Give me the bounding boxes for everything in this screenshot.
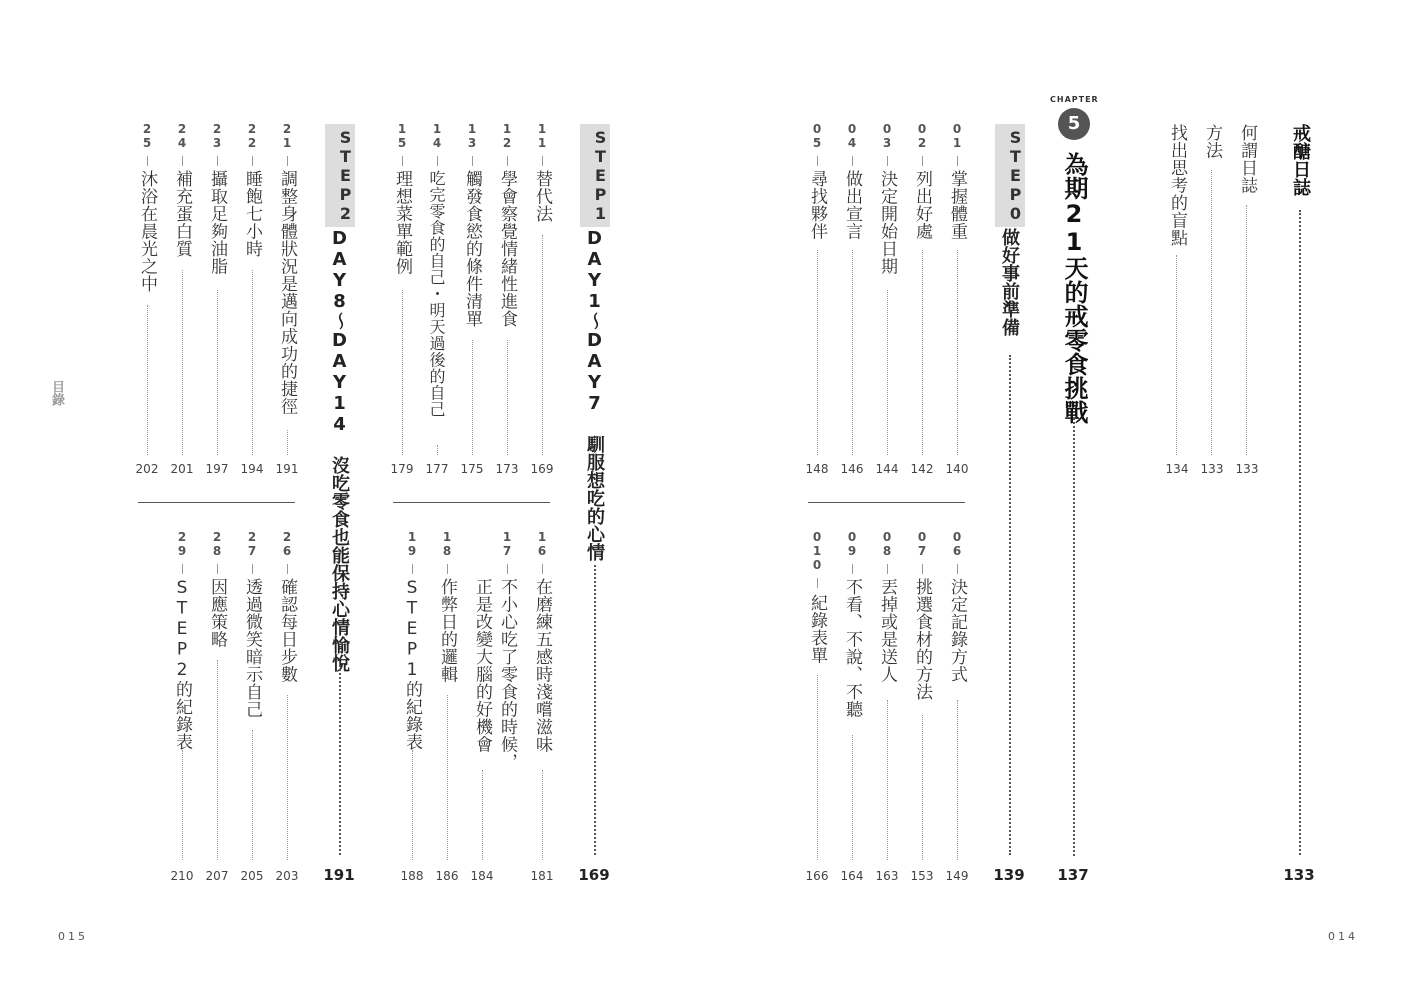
toc-item-page: 197: [205, 462, 229, 476]
toc-item-number: 14: [428, 122, 446, 166]
toc-item-title: 補充蛋白質: [172, 170, 192, 258]
toc-item-page: 203: [275, 869, 299, 883]
chapter-page: 137: [1057, 866, 1089, 884]
toc-item-title: 確認每日步數: [277, 578, 297, 683]
step-name: DAY8～DAY14 沒吃零食也能保持心情愉悅: [329, 228, 350, 672]
step-page: 169: [578, 866, 610, 884]
toc-item-title: 調整身體狀況是邁向成功的捷徑: [277, 170, 297, 415]
toc-item-number: 22: [243, 122, 261, 166]
toc-item-title: 吃完零食的自己・明天過後的自己: [427, 170, 446, 418]
leader-dots: [1009, 355, 1011, 855]
leader-dots: [542, 770, 543, 860]
toc-item-page: 133: [1200, 462, 1224, 476]
leader-dots: [1176, 255, 1177, 455]
toc-item-title: 挑選食材的方法: [912, 578, 932, 701]
main-heading-page: 133: [1283, 866, 1315, 884]
toc-item-number: 05: [808, 122, 826, 166]
toc-item-number: 18: [438, 530, 456, 574]
toc-item-number: 15: [393, 122, 411, 166]
toc-item-title-line2: 正是改變大腦的好機會: [472, 578, 492, 753]
toc-item-title: 攝取足夠油脂: [207, 170, 227, 275]
toc-item-title: 因應策略: [207, 578, 227, 648]
toc-item-page: 144: [875, 462, 899, 476]
toc-item-title: 掌握體重: [947, 170, 967, 240]
left-page-number: 015: [58, 930, 88, 943]
leader-dots: [1073, 418, 1075, 856]
toc-item-title: 理想菜單範例: [392, 170, 412, 275]
leader-dots: [482, 770, 483, 860]
toc-item-number: 09: [843, 530, 861, 574]
toc-item-title: 學會察覺情緒性進食: [497, 170, 517, 328]
toc-item-number: 08: [878, 530, 896, 574]
leader-dots: [817, 250, 818, 455]
leader-dots: [437, 445, 438, 455]
chapter-title: 為期21天的戒零食挑戰: [1060, 152, 1088, 424]
toc-item-page: 202: [135, 462, 159, 476]
leader-dots: [217, 290, 218, 455]
toc-item-title: 方法: [1202, 124, 1222, 159]
toc-item-number: 04: [843, 122, 861, 166]
toc-item-page: 194: [240, 462, 264, 476]
leader-dots: [287, 695, 288, 860]
toc-item-number: 24: [173, 122, 191, 166]
side-label: 目錄: [49, 380, 64, 406]
leader-dots: [957, 250, 958, 455]
toc-item-page: 210: [170, 869, 194, 883]
toc-item-number: 17: [498, 530, 516, 574]
toc-item-page: 169: [530, 462, 554, 476]
leader-dots: [287, 430, 288, 455]
toc-item-title: 決定記錄方式: [947, 578, 967, 683]
leader-dots: [217, 660, 218, 860]
toc-item-title: 列出好處: [912, 170, 932, 240]
toc-item-title: 不小心吃了零食的時候，: [497, 578, 517, 771]
leader-dots: [542, 235, 543, 455]
leader-dots: [852, 735, 853, 860]
toc-item-page: 163: [875, 869, 899, 883]
toc-item-page: 142: [910, 462, 934, 476]
leader-dots: [594, 565, 596, 855]
divider: [393, 502, 550, 503]
chapter-number-badge: 5: [1058, 108, 1090, 140]
toc-item-page: 179: [390, 462, 414, 476]
toc-item-number: 21: [278, 122, 296, 166]
leader-dots: [252, 270, 253, 455]
toc-item-number: 11: [533, 122, 551, 166]
main-heading-title: 戒醣日誌: [1290, 124, 1311, 196]
toc-item-number: 12: [498, 122, 516, 166]
leader-dots: [887, 700, 888, 860]
toc-item-page: 188: [400, 869, 424, 883]
right-page-number: 014: [1328, 930, 1358, 943]
leader-dots: [472, 340, 473, 455]
toc-item-title: 做出宣言: [842, 170, 862, 240]
leader-dots: [1299, 210, 1301, 855]
divider: [138, 502, 295, 503]
toc-item-page: 191: [275, 462, 299, 476]
toc-item-page: 148: [805, 462, 829, 476]
step-name: 做好事前準備: [999, 228, 1020, 336]
toc-item-title: 作弊日的邏輯: [437, 578, 457, 683]
toc-item-number: 02: [913, 122, 931, 166]
toc-item-number: 010: [808, 530, 826, 588]
toc-item-number: 28: [208, 530, 226, 574]
toc-item-number: 01: [948, 122, 966, 166]
leader-dots: [922, 715, 923, 860]
leader-dots: [402, 290, 403, 455]
toc-item-title: 何謂日誌: [1237, 124, 1257, 194]
toc-item-title: 沐浴在晨光之中: [137, 170, 157, 293]
leader-dots: [922, 250, 923, 455]
toc-item-title: 尋找夥伴: [807, 170, 827, 240]
toc-item-number: 27: [243, 530, 261, 574]
toc-item-page: 153: [910, 869, 934, 883]
leader-dots: [412, 750, 413, 860]
toc-item-page: 166: [805, 869, 829, 883]
toc-item-title: STEP1的紀錄表: [402, 578, 422, 751]
leader-dots: [252, 730, 253, 860]
leader-dots: [957, 700, 958, 860]
toc-item-page: 164: [840, 869, 864, 883]
leader-dots: [182, 750, 183, 860]
toc-item-title: 替代法: [532, 170, 552, 223]
toc-item-page: 175: [460, 462, 484, 476]
toc-item-number: 26: [278, 530, 296, 574]
toc-item-page: 184: [470, 869, 494, 883]
step-tag: STEP2: [325, 124, 355, 227]
toc-item-title: 在磨練五感時淺嚐滋味: [532, 578, 552, 753]
leader-dots: [817, 675, 818, 860]
toc-item-page: 201: [170, 462, 194, 476]
toc-item-number: 13: [463, 122, 481, 166]
toc-item-title: 觸發食慾的條件清單: [462, 170, 482, 328]
toc-item-page: 173: [495, 462, 519, 476]
toc-item-page: 149: [945, 869, 969, 883]
toc-item-title: STEP2的紀錄表: [172, 578, 192, 751]
toc-item-page: 205: [240, 869, 264, 883]
chapter-label: CHAPTER: [1050, 95, 1099, 104]
toc-item-title: 睡飽七小時: [242, 170, 262, 258]
leader-dots: [339, 665, 341, 855]
toc-item-title: 不看、不說、不聽: [842, 578, 862, 718]
leader-dots: [1211, 170, 1212, 455]
leader-dots: [507, 340, 508, 455]
step-page: 139: [993, 866, 1025, 884]
divider: [808, 502, 965, 503]
toc-item-number: 06: [948, 530, 966, 574]
leader-dots: [182, 270, 183, 455]
toc-item-page: 134: [1165, 462, 1189, 476]
toc-item-number: 25: [138, 122, 156, 166]
toc-item-title: 紀錄表單: [807, 594, 827, 664]
toc-item-number: 03: [878, 122, 896, 166]
step-page: 191: [323, 866, 355, 884]
toc-item-number: 19: [403, 530, 421, 574]
toc-item-number: 23: [208, 122, 226, 166]
toc-item-page: 140: [945, 462, 969, 476]
toc-item-page: 186: [435, 869, 459, 883]
toc-item-title: 決定開始日期: [877, 170, 897, 275]
leader-dots: [887, 290, 888, 455]
step-name: DAY1～DAY7 馴服想吃的心情: [584, 228, 605, 561]
toc-item-number: 16: [533, 530, 551, 574]
toc-item-title: 丟掉或是送人: [877, 578, 897, 683]
leader-dots: [1246, 205, 1247, 455]
toc-item-page: 133: [1235, 462, 1259, 476]
toc-item-page: 207: [205, 869, 229, 883]
toc-item-page: 177: [425, 462, 449, 476]
toc-item-page: 146: [840, 462, 864, 476]
toc-item-number: 07: [913, 530, 931, 574]
toc-item-title: 透過微笑暗示自己: [242, 578, 262, 718]
step-tag: STEP0: [995, 124, 1025, 227]
leader-dots: [447, 695, 448, 860]
toc-item-title: 找出思考的盲點: [1167, 124, 1187, 247]
toc-item-number: 29: [173, 530, 191, 574]
leader-dots: [852, 250, 853, 455]
toc-item-page: 181: [530, 869, 554, 883]
leader-dots: [147, 305, 148, 455]
step-tag: STEP1: [580, 124, 610, 227]
